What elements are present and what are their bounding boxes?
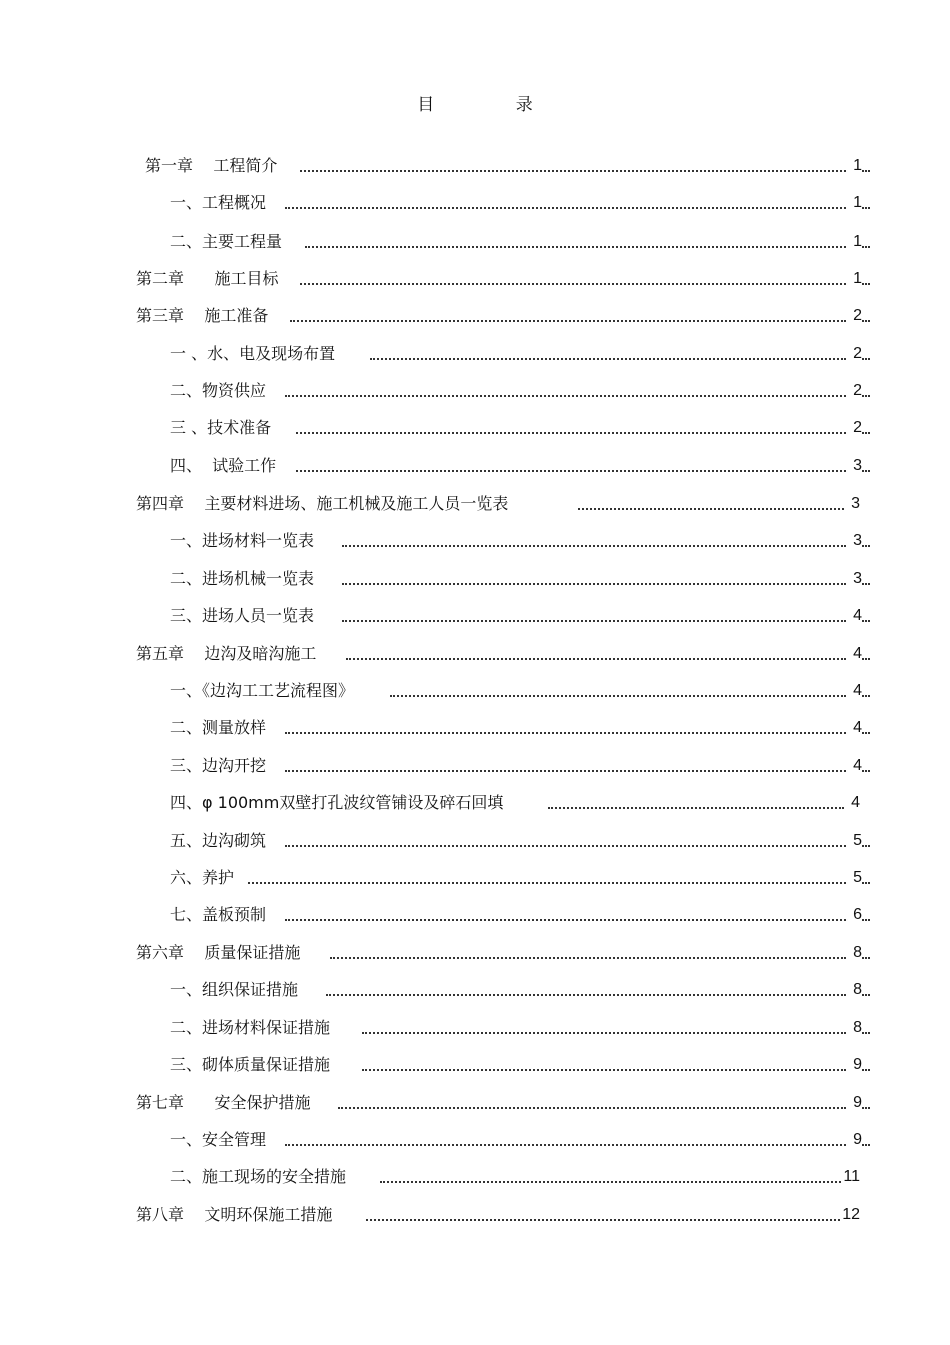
toc-entry[interactable] — [170, 602, 870, 626]
toc-entry-label: 四、 试验工作 — [170, 456, 277, 475]
toc-entry-label: 三、边沟开挖 — [170, 756, 267, 775]
toc-title: 目 录 — [417, 95, 571, 115]
toc-entry-page-number: 4 — [853, 757, 862, 774]
toc-entry-page-number: 4 — [853, 607, 862, 624]
toc-entry-label: 一、组织保证措施 — [170, 980, 299, 999]
toc-entry[interactable] — [170, 377, 870, 401]
leader-dots — [390, 695, 846, 697]
toc-entry[interactable] — [170, 864, 870, 888]
leader-dots — [330, 957, 846, 959]
toc-entry-label: 三、砌体质量保证措施 — [170, 1055, 331, 1074]
toc-entry[interactable] — [170, 677, 870, 701]
leader-dots-tail — [862, 283, 870, 285]
toc-entry-page-number: 5 — [853, 869, 862, 886]
toc-entry-page-number: 4 — [853, 645, 862, 662]
toc-entry-page-number: 3 — [853, 532, 862, 549]
leader-dots — [342, 583, 846, 585]
leader-dots — [305, 246, 846, 248]
leader-dots — [342, 620, 846, 622]
toc-entry-page-number: 8 — [853, 944, 862, 961]
leader-dots — [366, 1219, 840, 1221]
toc-entry-page-number: 12 — [842, 1206, 860, 1223]
toc-entry-label: 二、测量放样 — [170, 718, 267, 737]
leader-dots — [290, 320, 846, 322]
leader-dots — [342, 545, 846, 547]
leader-dots — [380, 1181, 841, 1183]
toc-entry-page-number: 4 — [851, 794, 860, 811]
toc-entry-page-number: 11 — [843, 1168, 860, 1185]
leader-dots — [285, 845, 846, 847]
toc-entry-label: 第三章 施工准备 — [136, 306, 269, 325]
toc-entry-label: 六、养护 — [170, 868, 235, 887]
leader-dots — [296, 470, 846, 472]
leader-dots — [578, 508, 844, 510]
leader-dots-tail — [862, 770, 870, 772]
toc-entry[interactable] — [170, 414, 870, 438]
toc-entry-page-number: 6 — [853, 906, 862, 923]
toc-entry-page-number: 5 — [853, 832, 862, 849]
toc-entry[interactable] — [170, 527, 870, 551]
toc-entry-page-number: 8 — [853, 1019, 862, 1036]
toc-entry-label: 第四章 主要材料进场、施工机械及施工人员一览表 — [136, 494, 509, 513]
toc-entry-page-number: 2 — [853, 307, 862, 324]
toc-entry-label: 三 、技术准备 — [170, 418, 272, 437]
leader-dots-tail — [862, 845, 870, 847]
toc-entry[interactable] — [170, 752, 870, 776]
toc-entry-label: 第二章 施工目标 — [136, 269, 279, 288]
toc-entry[interactable] — [170, 452, 870, 476]
toc-entry-page-number: 2 — [853, 419, 862, 436]
toc-entry-label: 一、安全管理 — [170, 1130, 267, 1149]
toc-entry-page-number: 1 — [853, 270, 862, 287]
toc-entry-page-number: 1 — [853, 157, 862, 174]
leader-dots — [362, 1032, 846, 1034]
leader-dots — [285, 395, 846, 397]
leader-dots-tail — [862, 358, 870, 360]
toc-entry[interactable] — [170, 1014, 870, 1038]
leader-dots-tail — [862, 320, 870, 322]
leader-dots — [285, 732, 846, 734]
toc-entry[interactable] — [170, 1051, 870, 1075]
toc-entry[interactable] — [136, 1089, 870, 1113]
toc-entry-page-number: 9 — [853, 1056, 862, 1073]
leader-dots-tail — [862, 1107, 870, 1109]
toc-entry-page-number: 4 — [853, 719, 862, 736]
toc-entry-label: 二、施工现场的安全措施 — [170, 1167, 347, 1186]
toc-entry-label: 五、边沟砌筑 — [170, 831, 267, 850]
toc-entry-label: 二、进场材料保证措施 — [170, 1018, 331, 1037]
leader-dots — [300, 283, 846, 285]
toc-entry[interactable] — [136, 640, 870, 664]
leader-dots-tail — [862, 207, 870, 209]
leader-dots-tail — [862, 658, 870, 660]
toc-entry[interactable] — [170, 976, 870, 1000]
leader-dots-tail — [862, 545, 870, 547]
leader-dots — [285, 770, 846, 772]
leader-dots-tail — [862, 246, 870, 248]
toc-entry[interactable] — [170, 789, 870, 813]
leader-dots-tail — [862, 732, 870, 734]
toc-entry-page-number: 1 — [853, 233, 862, 250]
toc-entry-label: 第六章 质量保证措施 — [136, 943, 301, 962]
toc-entry[interactable] — [145, 152, 870, 176]
leader-dots — [362, 1069, 846, 1071]
toc-entry-page-number: 8 — [853, 981, 862, 998]
toc-entry[interactable] — [170, 228, 870, 252]
toc-entry[interactable] — [136, 302, 870, 326]
leader-dots — [296, 432, 846, 434]
toc-entry-page-number: 4 — [853, 682, 862, 699]
leader-dots-tail — [862, 957, 870, 959]
leader-dots — [338, 1107, 846, 1109]
toc-entry-label: 二、物资供应 — [170, 381, 267, 400]
leader-dots-tail — [862, 395, 870, 397]
leader-dots — [300, 170, 846, 172]
toc-entry[interactable] — [170, 340, 870, 364]
toc-entry[interactable] — [136, 265, 870, 289]
toc-entry-label: 三、进场人员一览表 — [170, 606, 315, 625]
leader-dots-tail — [862, 620, 870, 622]
toc-entry-page-number: 3 — [853, 570, 862, 587]
leader-dots-tail — [862, 170, 870, 172]
leader-dots-tail — [862, 1032, 870, 1034]
toc-entry-label: 二、主要工程量 — [170, 232, 283, 251]
leader-dots-tail — [862, 994, 870, 996]
toc-entry[interactable] — [170, 827, 870, 851]
leader-dots-tail — [862, 1069, 870, 1071]
leader-dots-tail — [862, 919, 870, 921]
toc-entry[interactable] — [136, 1201, 870, 1225]
toc-entry[interactable] — [170, 901, 870, 925]
toc-entry-label: 第七章 安全保护措施 — [136, 1093, 311, 1112]
toc-entry-label: 一 、水、电及现场布置 — [170, 344, 336, 363]
leader-dots — [285, 919, 846, 921]
leader-dots-tail — [862, 583, 870, 585]
toc-entry-label: 第一章 工程简介 — [145, 156, 278, 175]
leader-dots — [285, 207, 846, 209]
toc-entry-page-number: 9 — [853, 1094, 862, 1111]
leader-dots-tail — [862, 470, 870, 472]
toc-entry-page-number: 3 — [853, 457, 862, 474]
leader-dots — [346, 658, 846, 660]
toc-entry[interactable] — [170, 1126, 870, 1150]
toc-entry-label: 第八章 文明环保施工措施 — [136, 1205, 333, 1224]
toc-entry[interactable] — [170, 565, 870, 589]
toc-entry-page-number: 9 — [853, 1131, 862, 1148]
toc-entry[interactable] — [170, 189, 870, 213]
leader-dots-tail — [862, 432, 870, 434]
leader-dots — [248, 882, 846, 884]
toc-entry-label: 七、盖板预制 — [170, 905, 267, 924]
toc-entry-label: 一、《边沟工工艺流程图》 — [170, 681, 355, 700]
toc-entry[interactable] — [136, 939, 870, 963]
toc-entry[interactable] — [136, 490, 870, 514]
leader-dots-tail — [862, 1144, 870, 1146]
leader-dots — [326, 994, 846, 996]
toc-entry-page-number: 2 — [853, 382, 862, 399]
toc-entry-label: 一、进场材料一览表 — [170, 531, 315, 550]
toc-entry-page-number: 2 — [853, 345, 862, 362]
toc-entry-label: 四、φ 100mm双壁打孔波纹管铺设及碎石回填 — [170, 793, 504, 812]
leader-dots — [370, 358, 846, 360]
toc-entry-label: 第五章 边沟及暗沟施工 — [136, 644, 317, 663]
toc-entry-label: 二、进场机械一览表 — [170, 569, 315, 588]
leader-dots-tail — [862, 882, 870, 884]
toc-entry[interactable] — [170, 1163, 870, 1187]
leader-dots — [285, 1144, 846, 1146]
leader-dots-tail — [862, 695, 870, 697]
toc-entry-label: 一、工程概况 — [170, 193, 267, 212]
toc-entry[interactable] — [170, 714, 870, 738]
toc-entry-page-number: 3 — [851, 495, 860, 512]
toc-entry-page-number: 1 — [853, 194, 862, 211]
leader-dots — [548, 807, 844, 809]
